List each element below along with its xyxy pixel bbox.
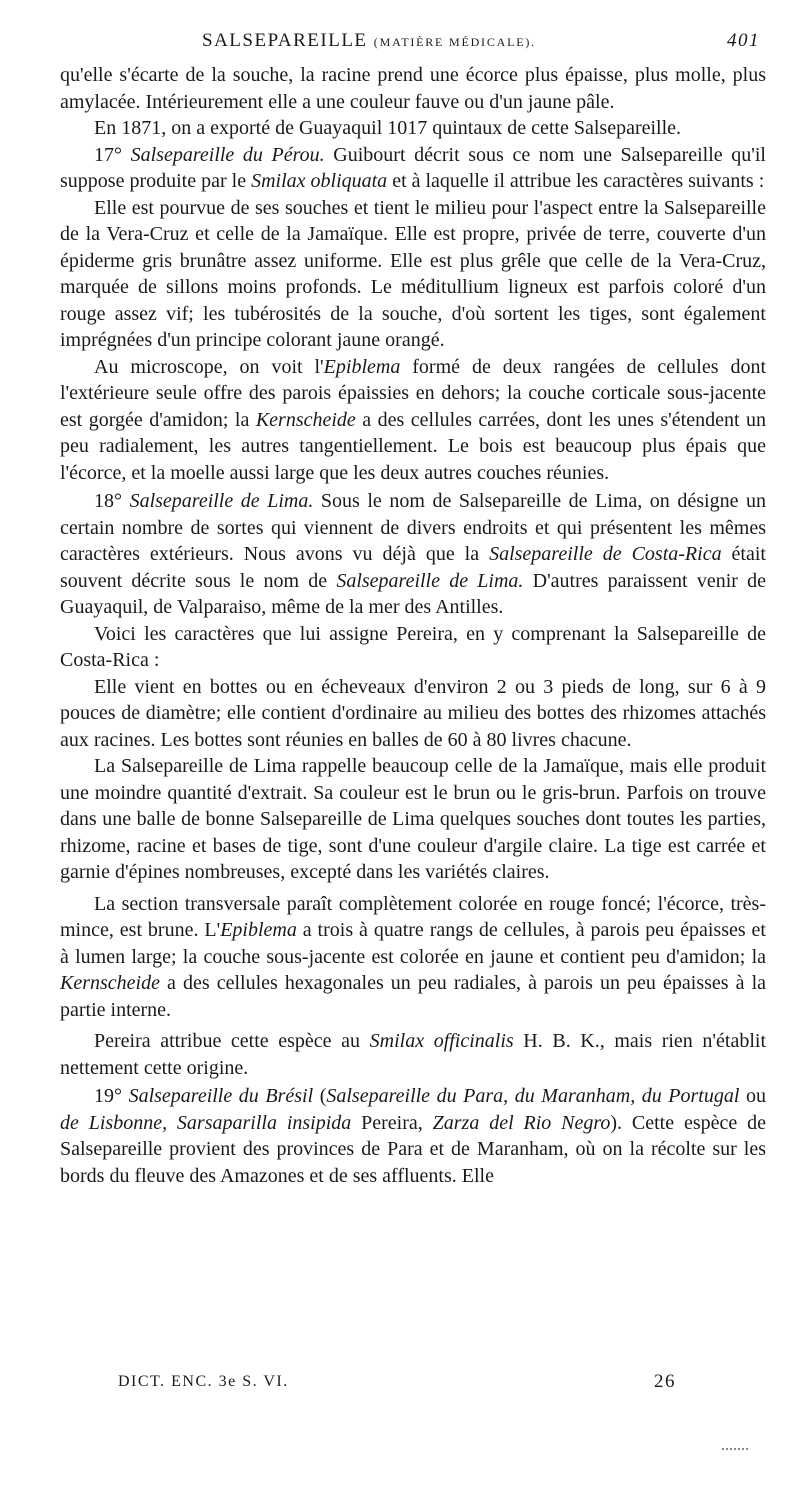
page-footer <box>118 1373 678 1391</box>
header-subtitle: (MATIÈRE MÉDICALE). <box>373 35 536 49</box>
species-name: Smilax obliquata <box>251 170 388 192</box>
paragraph-7: Voici les caractères que lui assigne Pereira, en y comprenant la Salsepareille de Costa-Rica : <box>60 622 766 671</box>
paragraph-4: Elle est pourvue de ses souches et tient le milieu pour l'aspect entre la Salsepareille de la Vera-Cruz et celle de la Jamaïque. Elle est propre, privée de terre, couverte d'un épiderme gris brunâtre assez uniforme. Elle est plus grêle que celle de la Vera-Cruz, marquée de sillons moins profonds. Le méditullium ligneux est parfois coloré d'un rouge assez vif; les tubérosités de la souche, d'où sortent les tiges, sont également imprégnées d'un principe colorant jaune orangé. <box>60 196 766 351</box>
page-number: 401 <box>727 30 760 51</box>
paragraph-3-section-17: 17° Salsepareille du Pérou. Guibourt décrit sous ce nom une Salsepareille qu'il suppose produite par le Smilax obliquata et à laquelle il attribue les caractères suivants : <box>60 143 766 192</box>
paragraph-12-section-19: 19° Salsepareille du Brésil (Salsepareille du Para, du Maranham, du Portugal ou de Lisbonne, Sarsaparilla insipida Pereira, Zarza del Rio Negro). Cette espèce de Salsepareille provient des provinces de Para et de Maranham, où on la récolte sur les bords du fleuve des Amazones et de ses affluents. Elle <box>60 1085 766 1187</box>
print-mark <box>722 1448 748 1452</box>
term: Kernscheide <box>60 972 160 994</box>
term: Salsepareille du Para, du Maranham, du Portugal <box>326 1085 740 1107</box>
term: de Lisbonne, Sarsaparilla insipida <box>60 1111 352 1134</box>
paragraph-5: Au microscope, on voit l'Epiblema formé de deux rangées de cellules dont l'extérieure seule offre des parois épaissies en dehors; la couche corticale sous-jacente est gorgée d'amidon; la Kernscheide a des cellules carrées, dont les unes s'étendent un peu radialement, les autres tangentiellement. Le bois est beaucoup plus épais que l'écorce, et la moelle aussi large que les deux autres couches réunies. <box>60 355 767 484</box>
running-header <box>60 30 760 56</box>
paragraph-2: En 1871, on a exporté de Guayaquil 1017 quintaux de cette Salsepareille. <box>94 117 682 139</box>
term: Epiblema <box>323 355 401 378</box>
paragraph-8: Elle vient en bottes ou en écheveaux d'environ 2 ou 3 pieds de long, sur 6 à 9 pouces de diamètre; elle contient d'ordinaire au milieu des bottes des rhizomes attachés aux racines. Les bottes sont réunies en balles de 60 à 80 livres chacune. <box>60 675 766 751</box>
section-number: 19° <box>94 1085 129 1107</box>
paragraph-1: qu'elle s'écarte de la souche, la racine prend une écorce plus épaisse, plus molle, plus amylacée. Intérieurement elle a une couleur fauve ou d'un jaune pâle. <box>60 64 766 113</box>
term: Salsepareille de Lima. <box>336 569 524 592</box>
section-number: 18° <box>94 490 130 512</box>
section-number: 17° <box>94 143 131 166</box>
paragraph-11: Pereira attribue cette espèce au Smilax officinalis H. B. K., mais rien n'établit nettement cette origine. <box>60 1030 766 1079</box>
header-title: SALSEPAREILLE (MATIÈRE MÉDICALE). <box>202 30 536 51</box>
section-heading: Salsepareille de Lima. <box>129 490 314 512</box>
body-text <box>60 62 766 1189</box>
term: Epiblema <box>220 919 297 941</box>
footer-signature: DICT. ENC. 3e S. VI. <box>118 1373 289 1390</box>
section-heading: Salsepareille du Pérou. <box>130 143 325 166</box>
term: Salsepareille de Costa-Rica <box>489 543 722 565</box>
paragraph-10: La section transversale paraît complètement colorée en rouge foncé; l'écorce, très-mince, est brune. L'Epiblema a trois à quatre rangs de cellules, à parois peu épaisses et à lumen large; la couche sous-jacente est colorée en jaune et contient peu d'amidon; la Kernscheide a des cellules hexagonales un peu radiales, à parois un peu épaisses à la partie interne. <box>60 892 766 1021</box>
sheet-number: 26 <box>654 1371 676 1392</box>
section-heading: Salsepareille du Brésil <box>128 1085 314 1107</box>
term: Kernscheide <box>255 408 356 431</box>
paragraph-6-section-18: 18° Salsepareille de Lima. Sous le nom de Salsepareille de Lima, on désigne un certain nombre de sortes qui viennent de divers endroits et qui présentent les mêmes caractères extérieurs. Nous avons vu déjà que la Salsepareille de Costa-Rica était souvent décrite sous le nom de Salsepareille de Lima. D'autres paraissent venir de Guayaquil, de Valparaiso, même de la mer des Antilles. <box>60 490 767 618</box>
species-name: Smilax officinalis <box>369 1030 514 1052</box>
term: Zarza del Rio Negro <box>432 1111 611 1134</box>
paragraph-9: La Salsepareille de Lima rappelle beaucoup celle de la Jamaïque, mais elle produit une moindre quantité d'extrait. Sa couleur est le brun ou le gris-brun. Parfois on trouve dans une balle de bonne Salsepareille de Lima quelques souches dont toutes les parties, rhizome, racine et bases de tige, sont d'une couleur d'argile claire. La tige est carrée et garnie d'épines nombreuses, excepté dans les variétés claires. <box>60 755 766 883</box>
